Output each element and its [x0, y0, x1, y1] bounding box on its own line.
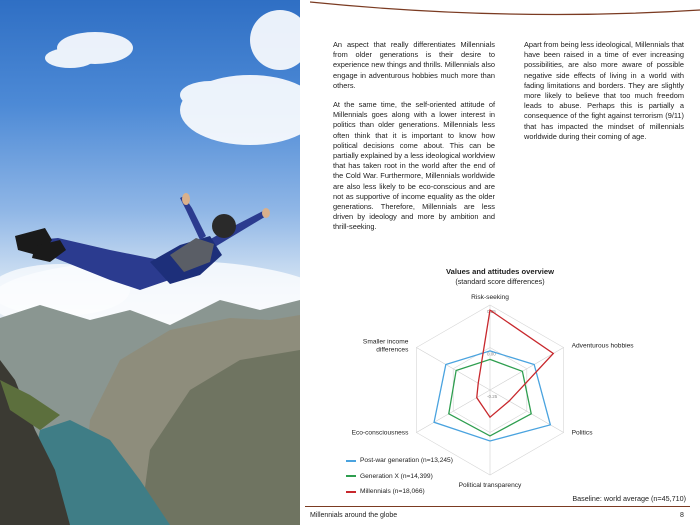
- chart-legend: [346, 453, 453, 500]
- paragraph: At the same time, the self-oriented attitude of Millennials goes along with a lower interest in politics than older generations. Millennials less often think that it is important to know how political decisions come about. This can be partially explained by a less ideological worldview that has taken root in the world after the end of the Cold War. Furthermore, Millennials worldwide are also less likely to be eco-conscious and are not as supportive of income equality as the older generations. Therefore, Millennials are less driven by ideology and more by ambition and thrill-seeking.: [333, 100, 495, 232]
- legend-swatch: [346, 491, 356, 493]
- radar-axis-label: Eco-consciousness: [351, 429, 409, 437]
- photo-illustration: [0, 0, 300, 525]
- radar-axis-label: Politics: [571, 429, 593, 437]
- legend-item-post-war: [346, 453, 453, 469]
- radar-series-line: [477, 310, 554, 417]
- footer-title: Millennials around the globe: [310, 512, 398, 519]
- footer-rule: [305, 506, 690, 507]
- radar-series-group: [434, 310, 553, 441]
- legend-label: Post-war generation (n=13,245): [360, 457, 453, 465]
- legend-item-millennials: [346, 484, 453, 500]
- top-decorative-rule: [310, 0, 700, 22]
- radar-axis-label: Adventurous hobbies: [571, 342, 634, 350]
- text-column-right: [524, 40, 684, 151]
- legend-label: Generation X (n=14,399): [360, 472, 433, 480]
- radar-tick-label: 0.25: [487, 309, 496, 314]
- chart-baseline-note: Baseline: world average (n=45,710): [572, 494, 686, 503]
- legend-label: Millennials (n=18,066): [360, 488, 425, 496]
- legend-item-generation-x: [346, 469, 453, 485]
- chart-subtitle: (standard score differences): [455, 277, 545, 286]
- page-number: 8: [680, 512, 684, 519]
- skydiver-photo: [0, 0, 300, 525]
- radar-tick-label: -0.25: [487, 394, 498, 399]
- legend-swatch: [346, 460, 356, 462]
- legend-swatch: [346, 475, 356, 477]
- chart-title: Values and attitudes overview: [445, 267, 555, 276]
- text-column-left: [333, 40, 495, 242]
- radar-axis-label: Risk-seeking: [471, 294, 509, 301]
- paragraph: An aspect that really differentiates Millennials from older generations is their desire to experience new things and thrills. Millennials also engage in adventurous hobbies much more than others.: [333, 40, 495, 90]
- radar-axis-label: Political transparency: [458, 482, 522, 489]
- clouds: [0, 10, 300, 340]
- paragraph: Apart from being less ideological, Millennials that have been raised in a time of ever increasing possibilities, are also more aware of possible negative side effects of living in a world with fading limitations and borders. They are slightly more likely to believe that too much freedom leads to abuse. Perhaps this is partially a consequence of the fight against terrorism (9/11) that has impacted the mindset of millennials worldwide during their coming of age.: [524, 40, 684, 141]
- radar-axis-label: Smaller income differences: [362, 338, 409, 354]
- radar-tick-label: 0.00: [487, 351, 496, 357]
